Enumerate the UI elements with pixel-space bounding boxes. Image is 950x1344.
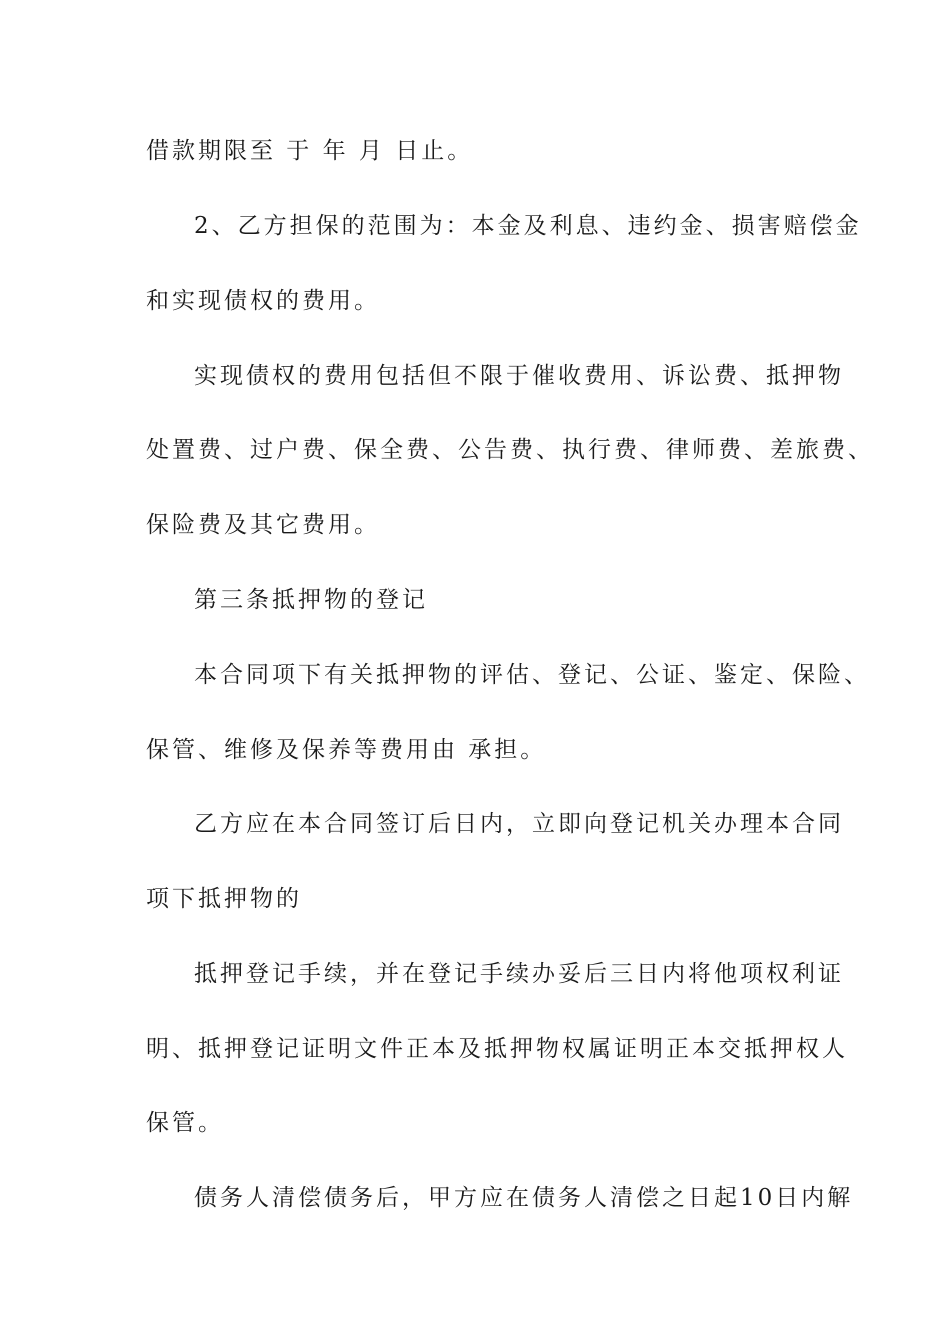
debt-release-line: 债务人清偿债务后，甲方应在债务人清偿之日起10日内解	[194, 1185, 854, 1211]
registration-fees-line: 本合同项下有关抵押物的评估、登记、公证、鉴定、保险、	[194, 662, 870, 688]
registration-procedure-cont-line-2: 保管。	[146, 1110, 224, 1136]
expenses-line: 实现债权的费用包括但不限于催收费用、诉讼费、抵押物	[194, 363, 844, 389]
article-three-heading: 第三条抵押物的登记	[194, 587, 428, 613]
expenses-cont-line-1: 处置费、过户费、保全费、公告费、执行费、律师费、差旅费、	[146, 437, 874, 463]
registration-duty-line: 乙方应在本合同签订后日内，立即向登记机关办理本合同	[194, 811, 844, 837]
expenses-cont-line-2: 保险费及其它费用。	[146, 512, 380, 538]
guarantee-scope-cont-line: 和实现债权的费用。	[146, 288, 380, 314]
registration-procedure-line: 抵押登记手续，并在登记手续办妥后三日内将他项权利证	[194, 961, 844, 987]
registration-procedure-cont-line-1: 明、抵押登记证明文件正本及抵押物权属证明正本交抵押权人	[146, 1036, 848, 1062]
loan-term-line: 借款期限至 于 年 月 日止。	[146, 138, 474, 164]
guarantee-scope-line: 2、乙方担保的范围为：本金及利息、违约金、损害赔偿金	[194, 213, 862, 239]
registration-duty-cont-line: 项下抵押物的	[146, 886, 302, 912]
registration-fees-cont-line: 保管、维修及保养等费用由 承担。	[146, 737, 547, 763]
